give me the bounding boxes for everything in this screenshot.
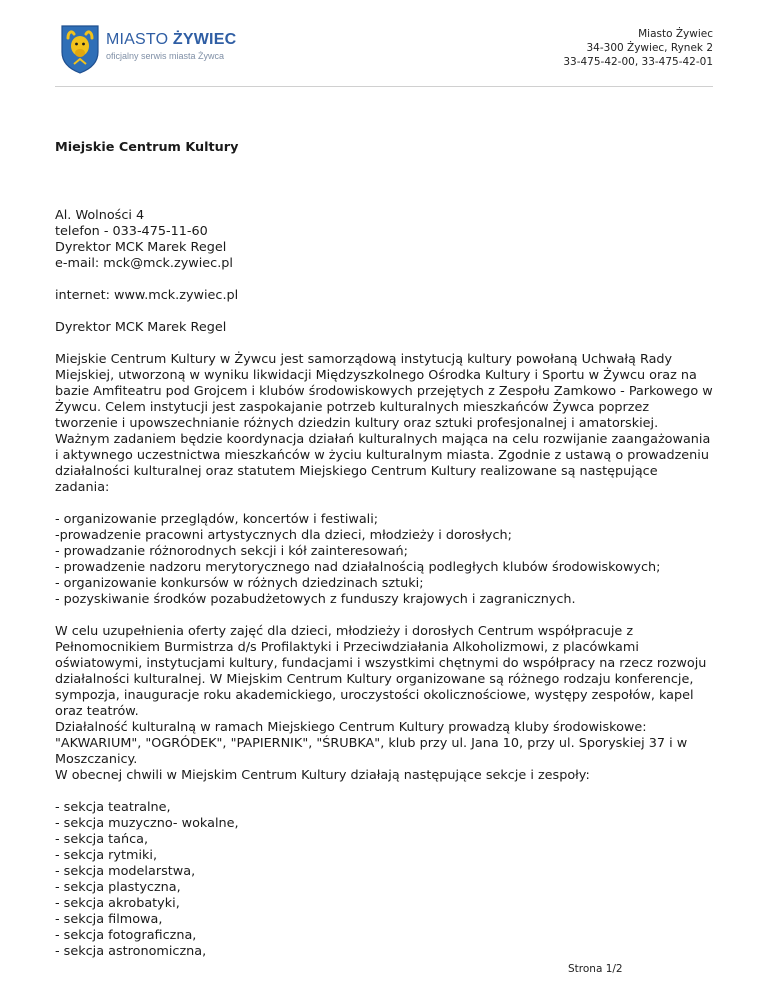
offer-paragraph: W celu uzupełnienia oferty zajęć dla dzieci, młodzieży i dorosłych Centrum współpracuje z Pełnomocnikiem Burmistrza d/s Profilaktyki i Przeciwdziałania Alkoholizmowi, z placówkami oświatowymi, instytucjami kultury, fundacjami i wszystkimi chętnymi do współpracy na rzecz rozwoju działalności kulturalnej. W Miejskim Centrum Kultury organizowane są różnego rodzaju konferencje, sympozja, inauguracje roku akademickiego, uroczystości okolicznościowe, występy zespołów, kapel oraz teatrów. — [55, 624, 707, 719]
list-item: -prowadzenie pracowni artystycznych dla dzieci, młodzieży i dorosłych; — [55, 528, 512, 543]
contact-line: telefon - 033-475-11-60 — [55, 224, 208, 239]
sections-intro: W obecnej chwili w Miejskim Centrum Kultury działają następujące sekcje i zespoły: — [55, 768, 590, 783]
list-item: - sekcja astronomiczna, — [55, 944, 207, 959]
list-item: - sekcja filmowa, — [55, 912, 163, 927]
list-item: - sekcja tańca, — [55, 832, 149, 847]
list-item: - sekcja modelarstwa, — [55, 864, 196, 879]
address-line: 33-475-42-00, 33-475-42-01 — [563, 56, 713, 68]
list-item: - sekcja rytmiki, — [55, 848, 158, 863]
list-item: - sekcja teatralne, — [55, 800, 171, 815]
intro-paragraph: Miejskie Centrum Kultury w Żywcu jest samorządową instytucją kultury powołaną Uchwałą Rady Miejskiej, utworzoną w wyniku likwidacji Międzyszkolnego Ośrodka Kultury i Sportu w Żywcu oraz na bazie Amfiteatru pod Grojcem i klubów środowiskowych przejętych z Zespołu Zamkowo - Parkowego w Żywcu. Celem instytucji jest zaspokajanie potrzeb kulturalnych mieszkańców Żywca poprzez tworzenie i upowszechnianie różnych dziedzin kultury oraz sztuki profesjonalnej i amatorskiej. Ważnym zadaniem będzie koordynacja działań kulturalnych mająca na celu rozwijanie zaangażowania i aktywnego uczestnictwa mieszkańców w życiu kulturalnym miasta. Zgodnie z ustawą o prowadzeniu działalności kulturalnej oraz statutem Miejskiego Centrum Kultury realizowane są następujące zadania: — [55, 352, 713, 495]
list-item: - organizowanie przeglądów, koncertów i festiwali; — [55, 512, 379, 527]
address-line: Miasto Żywiec — [638, 28, 713, 40]
list-item: - prowadzanie różnorodnych sekcji i kół zainteresowań; — [55, 544, 408, 559]
page-header — [0, 0, 768, 90]
header-address — [563, 27, 713, 69]
page-number: Strona 1/2 — [568, 963, 623, 975]
list-item: - sekcja plastyczna, — [55, 880, 181, 895]
list-item: - pozyskiwanie środków pozabudżetowych z funduszy krajowych i zagranicznych. — [55, 592, 576, 607]
clubs-paragraph: Działalność kulturalną w ramach Miejskiego Centrum Kultury prowadzą kluby środowiskowe: "AKWARIUM", "OGRÓDEK", "PAPIERNIK", "ŚRUBKA", klub przy ul. Jana 10, przy ul. Sporyskiej 37 i w Moszczanicy. — [55, 720, 688, 767]
list-item: - sekcja fotograficzna, — [55, 928, 197, 943]
document-body — [55, 140, 715, 960]
list-item: - prowadzenie nadzoru merytorycznego nad działalnością podległych klubów środowiskowych; — [55, 560, 661, 575]
list-item: - sekcja akrobatyki, — [55, 896, 180, 911]
internet-line: internet: www.mck.zywiec.pl — [55, 288, 239, 303]
coat-of-arms-icon — [60, 24, 100, 74]
contact-block — [55, 208, 715, 272]
logo-title: MIASTO ŻYWIEC — [106, 31, 237, 48]
contact-line: Dyrektor MCK Marek Regel — [55, 240, 227, 255]
sections-list — [55, 800, 715, 960]
logo-subtitle: oficjalny serwis miasta Żywca — [106, 51, 225, 61]
list-item: - organizowanie konkursów w różnych dziedzinach sztuki; — [55, 576, 424, 591]
header-divider — [55, 86, 713, 87]
tasks-list — [55, 512, 715, 608]
site-logo[interactable] — [60, 24, 236, 74]
contact-line: Al. Wolności 4 — [55, 208, 145, 223]
address-line: 34-300 Żywiec, Rynek 2 — [586, 42, 713, 54]
contact-email: e-mail: mck@mck.zywiec.pl — [55, 256, 233, 271]
director-line: Dyrektor MCK Marek Regel — [55, 320, 227, 335]
list-item: - sekcja muzyczno- wokalne, — [55, 816, 239, 831]
document-title: Miejskie Centrum Kultury — [55, 140, 239, 155]
